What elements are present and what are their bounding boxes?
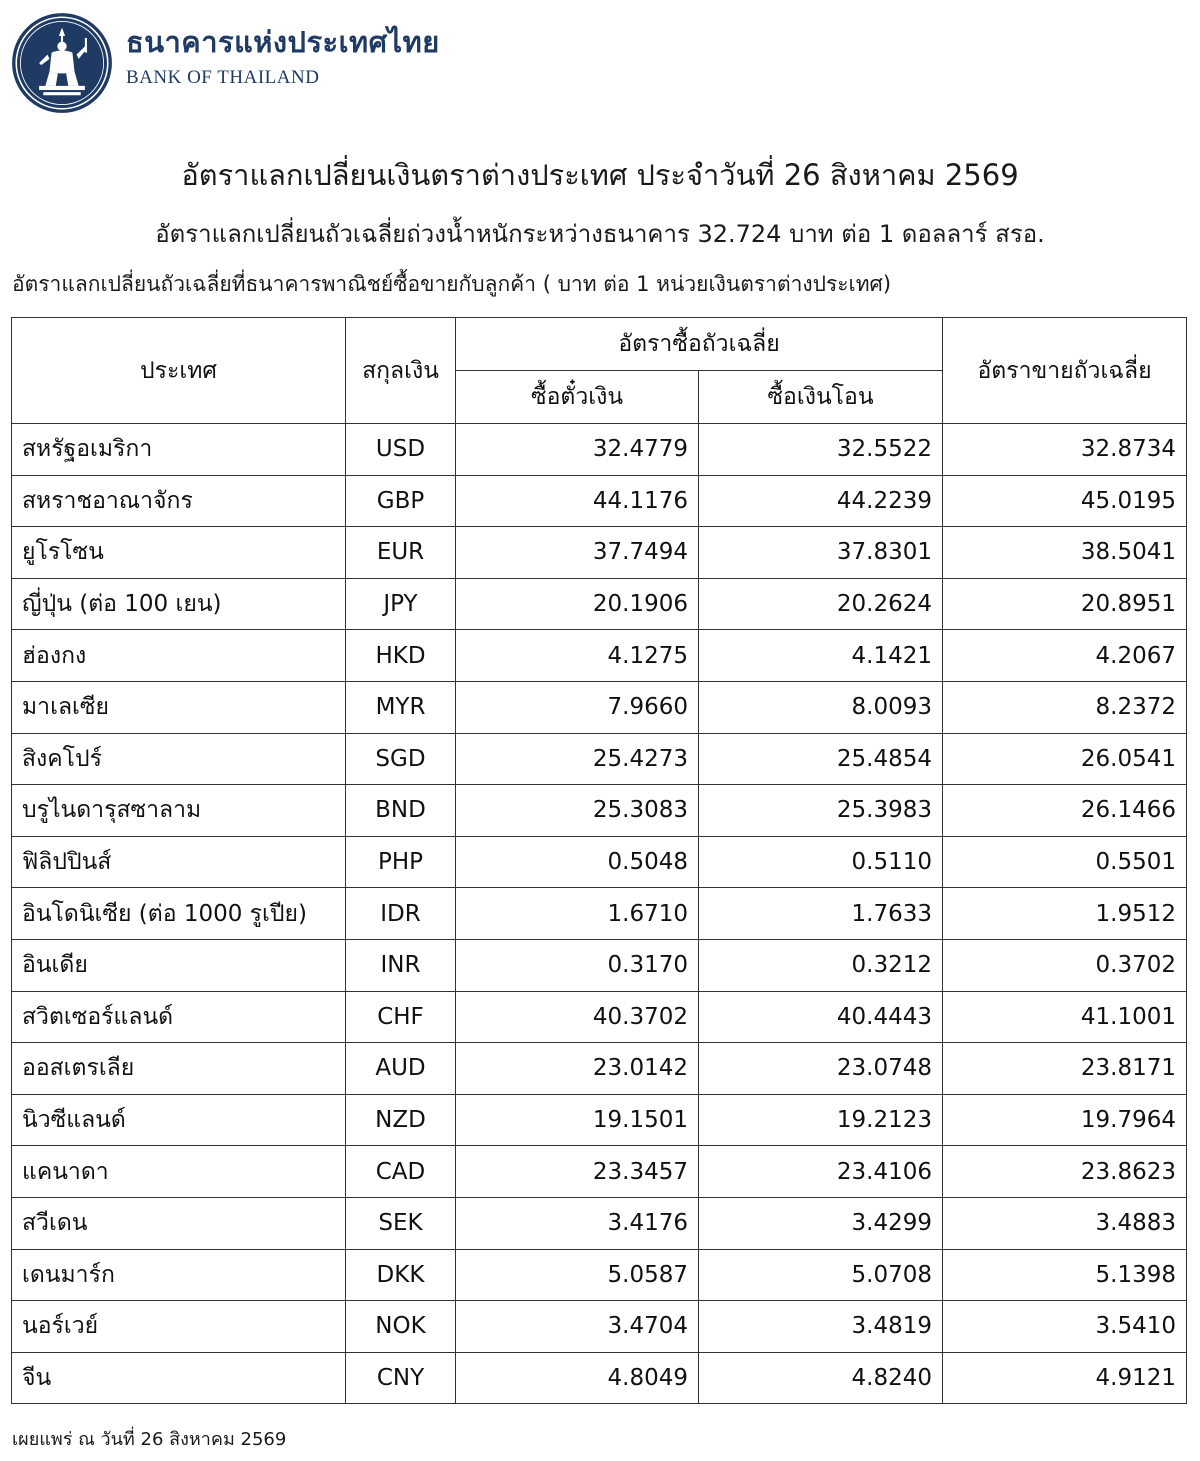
buy-transfer-rate-cell: 37.8301 <box>699 527 943 579</box>
column-header-sell-average: อัตราขายถัวเฉลี่ย <box>943 318 1187 424</box>
currency-code-cell: CHF <box>346 991 456 1043</box>
currency-code-cell: JPY <box>346 578 456 630</box>
buy-transfer-rate-cell: 5.0708 <box>699 1249 943 1301</box>
table-row <box>12 681 1187 733</box>
brand-name-thai: ธนาคารแห่งประเทศไทย <box>126 25 440 59</box>
table-row <box>12 424 1187 476</box>
country-cell: สวีเดน <box>12 1197 346 1249</box>
sell-rate-cell: 38.5041 <box>943 527 1187 579</box>
header <box>10 8 440 118</box>
bank-seal-logo <box>10 11 114 115</box>
column-header-buy-cash: ซื้อตั๋วเงิน <box>456 371 699 424</box>
buy-cash-rate-cell: 23.0142 <box>456 1043 699 1095</box>
table-row <box>12 1249 1187 1301</box>
sell-rate-cell: 23.8623 <box>943 1146 1187 1198</box>
sell-rate-cell: 23.8171 <box>943 1043 1187 1095</box>
country-cell: ออสเตรเลีย <box>12 1043 346 1095</box>
sell-rate-cell: 41.1001 <box>943 991 1187 1043</box>
table-row <box>12 939 1187 991</box>
currency-code-cell: INR <box>346 939 456 991</box>
buy-transfer-rate-cell: 8.0093 <box>699 681 943 733</box>
buy-cash-rate-cell: 40.3702 <box>456 991 699 1043</box>
table-row <box>12 785 1187 837</box>
country-cell: อินเดีย <box>12 939 346 991</box>
country-cell: ยูโรโซน <box>12 527 346 579</box>
table-description: อัตราแลกเปลี่ยนถัวเฉลี่ยที่ธนาคารพาณิชย์ซื้อขายกับลูกค้า ( บาท ต่อ 1 หน่วยเงินตราต่างประเทศ) <box>12 272 892 296</box>
sell-rate-cell: 26.1466 <box>943 785 1187 837</box>
buy-cash-rate-cell: 7.9660 <box>456 681 699 733</box>
buy-transfer-rate-cell: 4.1421 <box>699 630 943 682</box>
buy-transfer-rate-cell: 19.2123 <box>699 1094 943 1146</box>
country-cell: สหรัฐอเมริกา <box>12 424 346 476</box>
currency-code-cell: AUD <box>346 1043 456 1095</box>
currency-code-cell: EUR <box>346 527 456 579</box>
currency-code-cell: SEK <box>346 1197 456 1249</box>
table-row <box>12 888 1187 940</box>
sell-rate-cell: 3.5410 <box>943 1301 1187 1353</box>
buy-transfer-rate-cell: 0.5110 <box>699 836 943 888</box>
currency-code-cell: USD <box>346 424 456 476</box>
column-header-buy-average: อัตราซื้อถัวเฉลี่ย <box>456 318 943 371</box>
buy-cash-rate-cell: 1.6710 <box>456 888 699 940</box>
table-row <box>12 1197 1187 1249</box>
page-title: อัตราแลกเปลี่ยนเงินตราต่างประเทศ ประจำวันที่ 26 สิงหาคม 2569 <box>181 158 1019 192</box>
country-cell: อินโดนิเซีย (ต่อ 1000 รูเปีย) <box>12 888 346 940</box>
buy-cash-rate-cell: 4.8049 <box>456 1352 699 1404</box>
buy-cash-rate-cell: 37.7494 <box>456 527 699 579</box>
currency-code-cell: GBP <box>346 475 456 527</box>
buy-cash-rate-cell: 3.4704 <box>456 1301 699 1353</box>
country-cell: สวิตเซอร์แลนด์ <box>12 991 346 1043</box>
table-row <box>12 733 1187 785</box>
table-row <box>12 578 1187 630</box>
sell-rate-cell: 20.8951 <box>943 578 1187 630</box>
publish-date-note: เผยแพร่ ณ วันที่ 26 สิงหาคม 2569 <box>12 1429 287 1450</box>
country-cell: มาเลเซีย <box>12 681 346 733</box>
currency-code-cell: SGD <box>346 733 456 785</box>
buy-transfer-rate-cell: 3.4299 <box>699 1197 943 1249</box>
country-cell: เดนมาร์ก <box>12 1249 346 1301</box>
sell-rate-cell: 19.7964 <box>943 1094 1187 1146</box>
buy-cash-rate-cell: 0.5048 <box>456 836 699 888</box>
currency-code-cell: NOK <box>346 1301 456 1353</box>
table-row <box>12 1094 1187 1146</box>
buy-transfer-rate-cell: 32.5522 <box>699 424 943 476</box>
sell-rate-cell: 1.9512 <box>943 888 1187 940</box>
column-header-currency: สกุลเงิน <box>346 318 456 424</box>
table-row <box>12 527 1187 579</box>
country-cell: บรูไนดารุสซาลาม <box>12 785 346 837</box>
currency-code-cell: MYR <box>346 681 456 733</box>
country-cell: นิวซีแลนด์ <box>12 1094 346 1146</box>
table-row <box>12 836 1187 888</box>
buy-transfer-rate-cell: 23.4106 <box>699 1146 943 1198</box>
currency-code-cell: NZD <box>346 1094 456 1146</box>
table-row <box>12 1146 1187 1198</box>
sell-rate-cell: 8.2372 <box>943 681 1187 733</box>
brand-name-english: BANK OF THAILAND <box>126 67 320 88</box>
buy-transfer-rate-cell: 20.2624 <box>699 578 943 630</box>
buy-cash-rate-cell: 3.4176 <box>456 1197 699 1249</box>
table-row <box>12 1352 1187 1404</box>
buy-cash-rate-cell: 4.1275 <box>456 630 699 682</box>
sell-rate-cell: 0.5501 <box>943 836 1187 888</box>
country-cell: นอร์เวย์ <box>12 1301 346 1353</box>
page-subtitle: อัตราแลกเปลี่ยนถัวเฉลี่ยถ่วงน้ำหนักระหว่างธนาคาร 32.724 บาท ต่อ 1 ดอลลาร์ สรอ. <box>155 220 1045 248</box>
buy-transfer-rate-cell: 1.7633 <box>699 888 943 940</box>
country-cell: ฮ่องกง <box>12 630 346 682</box>
buy-transfer-rate-cell: 25.4854 <box>699 733 943 785</box>
buy-transfer-rate-cell: 25.3983 <box>699 785 943 837</box>
buy-cash-rate-cell: 25.4273 <box>456 733 699 785</box>
sell-rate-cell: 3.4883 <box>943 1197 1187 1249</box>
table-row <box>12 475 1187 527</box>
sell-rate-cell: 4.9121 <box>943 1352 1187 1404</box>
country-cell: จีน <box>12 1352 346 1404</box>
table-row <box>12 1043 1187 1095</box>
buy-transfer-rate-cell: 3.4819 <box>699 1301 943 1353</box>
country-cell: สหราชอาณาจักร <box>12 475 346 527</box>
country-cell: สิงคโปร์ <box>12 733 346 785</box>
buy-cash-rate-cell: 19.1501 <box>456 1094 699 1146</box>
buy-cash-rate-cell: 44.1176 <box>456 475 699 527</box>
sell-rate-cell: 4.2067 <box>943 630 1187 682</box>
buy-transfer-rate-cell: 4.8240 <box>699 1352 943 1404</box>
currency-code-cell: IDR <box>346 888 456 940</box>
sell-rate-cell: 26.0541 <box>943 733 1187 785</box>
currency-code-cell: CAD <box>346 1146 456 1198</box>
buy-cash-rate-cell: 5.0587 <box>456 1249 699 1301</box>
table-row <box>12 630 1187 682</box>
currency-code-cell: DKK <box>346 1249 456 1301</box>
exchange-rate-table <box>11 317 1187 1404</box>
currency-code-cell: BND <box>346 785 456 837</box>
buy-transfer-rate-cell: 0.3212 <box>699 939 943 991</box>
column-header-buy-transfer: ซื้อเงินโอน <box>699 371 943 424</box>
buy-cash-rate-cell: 23.3457 <box>456 1146 699 1198</box>
table-header-row <box>12 318 1187 371</box>
country-cell: ญี่ปุ่น (ต่อ 100 เยน) <box>12 578 346 630</box>
sell-rate-cell: 5.1398 <box>943 1249 1187 1301</box>
buy-transfer-rate-cell: 40.4443 <box>699 991 943 1043</box>
country-cell: ฟิลิปปินส์ <box>12 836 346 888</box>
sell-rate-cell: 0.3702 <box>943 939 1187 991</box>
table-row <box>12 1301 1187 1353</box>
currency-code-cell: HKD <box>346 630 456 682</box>
sell-rate-cell: 45.0195 <box>943 475 1187 527</box>
sell-rate-cell: 32.8734 <box>943 424 1187 476</box>
buy-cash-rate-cell: 32.4779 <box>456 424 699 476</box>
buy-cash-rate-cell: 0.3170 <box>456 939 699 991</box>
table-body <box>12 424 1187 1404</box>
table-row <box>12 991 1187 1043</box>
currency-code-cell: CNY <box>346 1352 456 1404</box>
buy-transfer-rate-cell: 23.0748 <box>699 1043 943 1095</box>
currency-code-cell: PHP <box>346 836 456 888</box>
column-header-country: ประเทศ <box>12 318 346 424</box>
buy-cash-rate-cell: 20.1906 <box>456 578 699 630</box>
buy-transfer-rate-cell: 44.2239 <box>699 475 943 527</box>
brand-block <box>126 19 440 89</box>
buy-cash-rate-cell: 25.3083 <box>456 785 699 837</box>
country-cell: แคนาดา <box>12 1146 346 1198</box>
